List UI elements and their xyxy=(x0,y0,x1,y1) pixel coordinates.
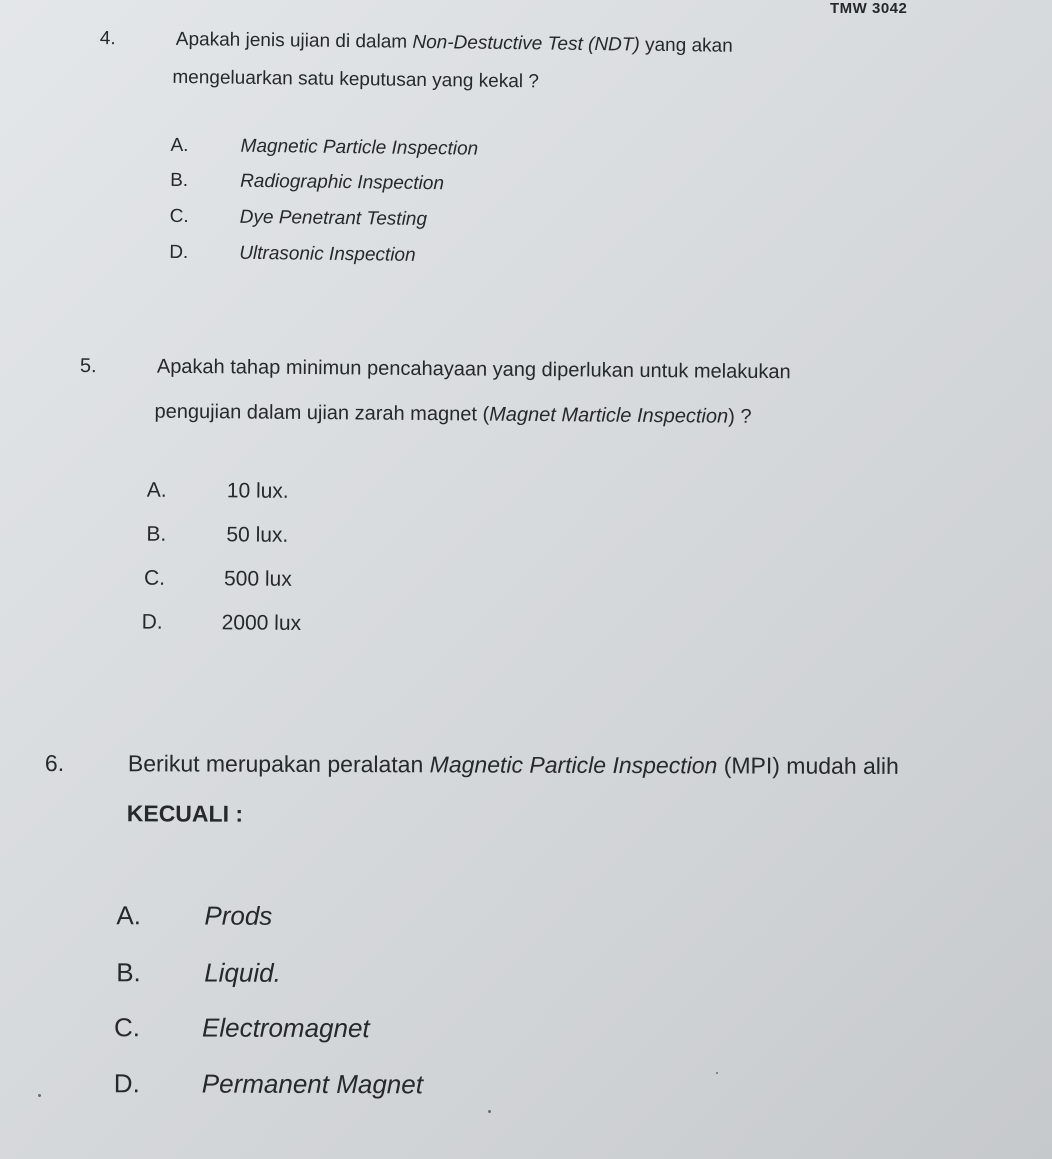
option-text: Magnetic Particle Inspection xyxy=(240,135,479,160)
question-line xyxy=(128,750,899,780)
question-line: Apakah tahap minimun pencahayaan yang diperlukan untuk melakukan xyxy=(156,355,791,384)
option-text: Radiographic Inspection xyxy=(240,170,445,195)
question-line xyxy=(154,401,751,429)
option-letter: D. xyxy=(169,241,189,264)
question-text: Berikut merupakan peralatan xyxy=(127,750,430,778)
question-text: ) ? xyxy=(728,405,752,428)
question-number: 6. xyxy=(44,750,65,777)
option-letter: A. xyxy=(116,900,142,931)
option-letter: D. xyxy=(141,610,163,634)
option-text: Permanent Magnet xyxy=(201,1068,424,1100)
question-line: mengeluarkan satu keputusan yang kekal ? xyxy=(172,66,540,93)
option-letter: D. xyxy=(113,1068,140,1099)
option-text: 50 lux. xyxy=(226,523,289,547)
option-letter: A. xyxy=(170,134,189,157)
question-term: Magnet Marticle Inspection xyxy=(489,403,729,428)
option-letter: B. xyxy=(146,522,167,546)
question-text: pengujian dalam ujian zarah magnet ( xyxy=(154,400,490,426)
option-letter: C. xyxy=(143,566,166,590)
question-number: 5. xyxy=(79,355,97,378)
question-text: yang akan xyxy=(639,34,733,57)
course-code: TMW 3042 xyxy=(830,0,908,17)
option-text: Prods xyxy=(204,900,273,931)
question-line xyxy=(176,29,733,58)
question-number: 4. xyxy=(99,28,116,50)
option-text: Liquid. xyxy=(204,957,281,988)
option-text: Ultrasonic Inspection xyxy=(239,242,416,266)
paper-speck xyxy=(716,1072,718,1074)
question-term: Non-Destuctive Test (NDT) xyxy=(412,31,640,56)
option-text: 500 lux xyxy=(223,567,292,591)
paper-speck xyxy=(488,1110,491,1113)
question-line: KECUALI : xyxy=(126,800,244,827)
question-term: Magnetic Particle Inspection xyxy=(429,751,718,779)
option-text: 2000 lux xyxy=(221,611,302,635)
option-text: Electromagnet xyxy=(201,1012,370,1044)
option-letter: C. xyxy=(113,1012,141,1043)
option-text: Dye Penetrant Testing xyxy=(239,206,428,231)
option-letter: B. xyxy=(170,169,189,192)
option-letter: B. xyxy=(116,957,141,988)
option-letter: C. xyxy=(169,205,189,228)
option-text: 10 lux. xyxy=(226,479,289,503)
question-text: (MPI) mudah alih xyxy=(717,752,899,779)
question-text: Apakah jenis ujian di dalam xyxy=(175,28,413,53)
option-letter: A. xyxy=(146,478,167,502)
paper-speck xyxy=(38,1094,41,1097)
